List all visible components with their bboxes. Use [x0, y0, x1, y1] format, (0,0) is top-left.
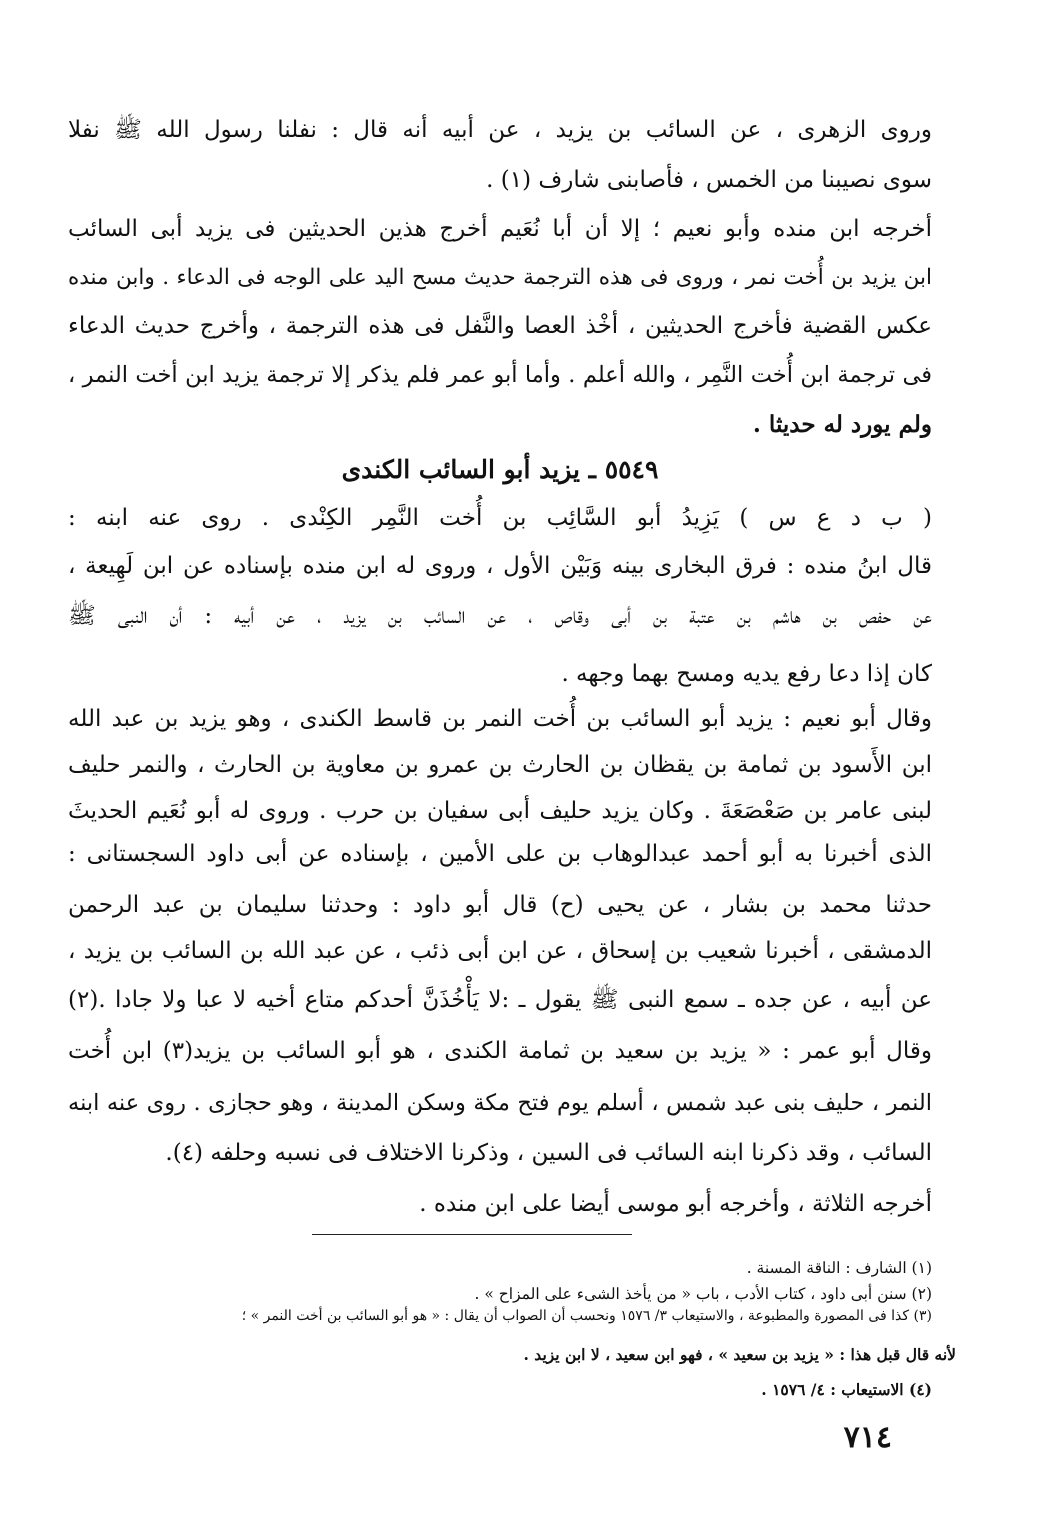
paragraph-7-line-2: النمر ، حليف بنى عبد شمس ، أسلم يوم فتح مكة وسكن المدينة ، وهو حجازى . روى عنه ابنه — [68, 1090, 932, 1116]
footnote-1: (١) الشارف : الناقة المسنة . — [746, 1259, 932, 1277]
paragraph-4-line-1: قال ابنُ منده : فرق البخارى بينه وَبَيْن الأول ، وروى له ابن منده بإسناده عن ابن لَهِيعة ، — [68, 553, 932, 579]
footnote-2: (٢) سنن أبى داود ، كتاب الأدب ، باب « من يأخذ الشىء على المزاح » . — [474, 1285, 932, 1303]
paragraph-8-line-1: أخرجه الثلاثة ، وأخرجه أبو موسى أيضا على ابن منده . — [419, 1191, 932, 1217]
paragraph-5-line-4: الذى أخبرنا به أبو أحمد عبدالوهاب بن على الأمين ، بإسناده عن أبى داود السجستانى : — [68, 841, 932, 867]
paragraph-6-line-2: الدمشقى ، أخبرنا شعيب بن إسحاق ، عن ابن أبى ذئب ، عن عبد الله بن السائب بن يزيد ، — [68, 938, 932, 964]
paragraph-5-line-1: وقال أبو نعيم : يزيد أبو السائب بن أُخت النمر بن قاسط الكندى ، وهو يزيد بن عبد الله — [68, 706, 932, 732]
paragraph-4-line-3: كان إذا دعا رفع يديه ومسح بهما وجهه . — [561, 661, 932, 687]
paragraph-2-line-3: عكس القضية فأخرج الحديثين ، أخْذ العصا والنَّفل فى هذه الترجمة ، وأخرج حديث الدعاء — [68, 313, 932, 339]
paragraph-4-line-2: عن حفص بن هاشم بن عتبة بن أبى وقاص ، عن السائب بن يزيد ، عن أبيه : أن النبى ﷺ — [68, 603, 932, 629]
paragraph-7-line-1: وقال أبو عمر : « يزيد بن سعيد بن ثمامة الكندى ، هو أبو السائب بن يزيد(٣) ابن أُخت — [68, 1038, 932, 1064]
footnote-4: (٤) الاستيعاب : ٤/ ١٥٧٦ . — [761, 1380, 932, 1399]
paragraph-2-line-5: ولم يورد له حديثا . — [752, 411, 932, 438]
page-number: ٧١٤ — [843, 1420, 892, 1455]
paragraph-6-line-3: عن أبيه ، عن جده ـ سمع النبى ﷺ يقول ـ :لا يَأْخُذَنَّ أحدكم متاع أخيه لا عبا ولا جادا .(٢) — [68, 987, 932, 1013]
paragraph-6-line-1: حدثنا محمد بن بشار ، عن يحيى (ح) قال أبو داود : وحدثنا سليمان بن عبد الرحمن — [68, 892, 932, 918]
footnote-3-continuation: لأنه قال قبل هذا : « يزيد بن سعيد » ، فهو ابن سعيد ، لا ابن يزيد . — [523, 1345, 956, 1364]
paragraph-3-line-1: ( ب د ع س ) يَزِيدُ أبو السَّائِب بن أُخت النَّمِر الكِنْدى . روى عنه ابنه : — [68, 505, 932, 531]
paragraph-2-line-2: ابن يزيد بن أُخت نمر ، وروى فى هذه الترجمة حديث مسح اليد على الوجه فى الدعاء . وابن منده — [68, 265, 932, 290]
paragraph-5-line-2: ابن الأَسود بن ثمامة بن يقظان بن الحارث بن عمرو بن معاوية بن الحارث ، والنمر حليف — [68, 752, 932, 778]
paragraph-2-line-4: فى ترجمة ابن أُخت النَّمِر ، والله أعلم . وأما أبو عمر فلم يذكر إلا ترجمة يزيد ابن أخت النمر ، — [68, 362, 932, 388]
paragraph-5-line-3: لبنى عامر بن صَعْصَعَةَ . وكان يزيد حليف أبى سفيان بن حرب . وروى له أبو نُعَيم الحديثَ — [68, 798, 932, 824]
paragraph-2-line-1: أخرجه ابن منده وأبو نعيم ؛ إلا أن أبا نُعَيم أخرج هذين الحديثين فى يزيد أبى السائب — [68, 216, 932, 242]
footnote-separator — [312, 1234, 632, 1235]
paragraph-1-line-2: سوى نصيبنا من الخمس ، فأصابنى شارف (١) . — [486, 167, 932, 193]
paragraph-1-line-1: وروى الزهرى ، عن السائب بن يزيد ، عن أبيه أنه قال : نفلنا رسول الله ﷺ نفلا — [68, 117, 932, 143]
footnote-3: (٣) كذا فى المصورة والمطبوعة ، والاستيعاب ٣/ ١٥٧٦ ونحسب أن الصواب أن يقال : « هو أبو السائب بن أخت النمر » ؛ — [241, 1308, 932, 1324]
entry-heading: ٥٥٤٩ ـ يزيد أبو السائب الكندى — [341, 455, 659, 484]
paragraph-7-line-3: السائب ، وقد ذكرنا ابنه السائب فى السين ، وذكرنا الاختلاف فى نسبه وحلفه (٤). — [165, 1140, 932, 1166]
